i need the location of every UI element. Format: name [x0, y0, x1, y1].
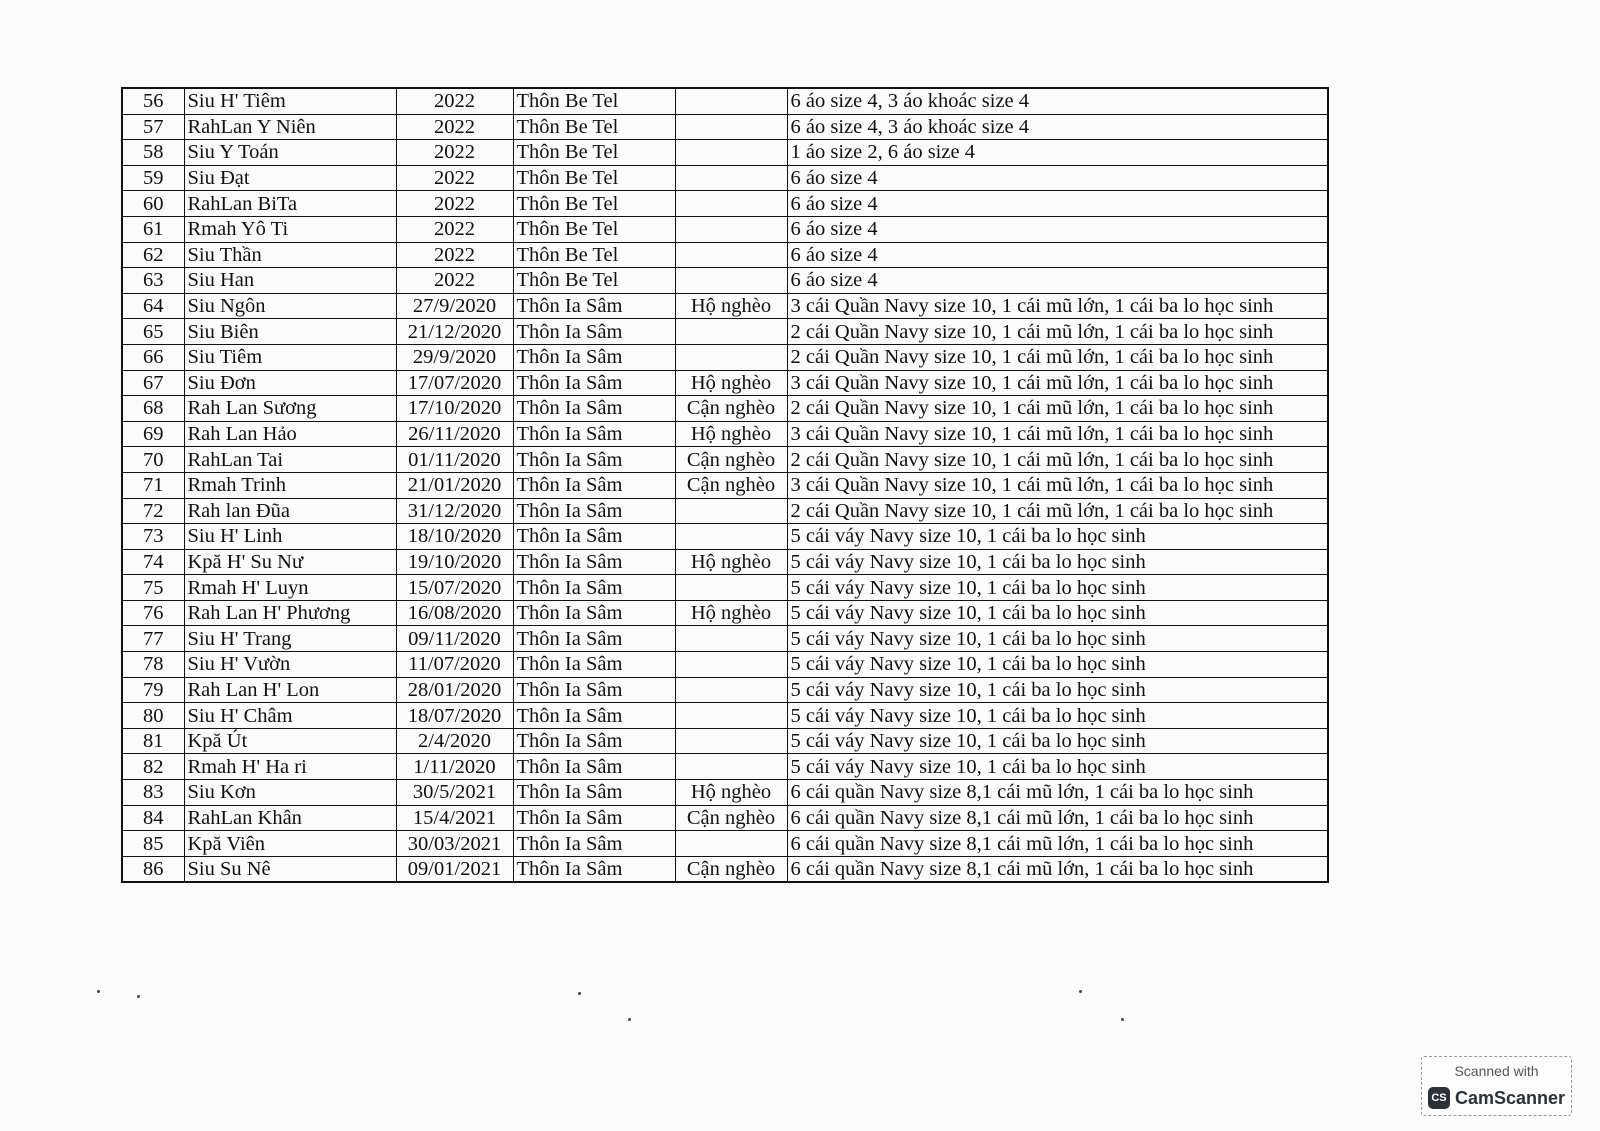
birth-date-cell: 21/12/2020: [396, 319, 513, 345]
recipient-name-cell: Rmah H' Luyn: [184, 575, 396, 601]
village-cell: Thôn Ia Sâm: [513, 856, 675, 882]
household-status-cell: Cận nghèo: [675, 472, 787, 498]
table-row: [122, 114, 1328, 140]
items-received-cell: 5 cái váy Navy size 10, 1 cái ba lo học sinh: [787, 728, 1328, 754]
village-cell: Thôn Be Tel: [513, 140, 675, 166]
village-cell: Thôn Be Tel: [513, 114, 675, 140]
recipient-name-cell: Rah lan Đũa: [184, 498, 396, 524]
village-cell: Thôn Ia Sâm: [513, 344, 675, 370]
table-row: [122, 242, 1328, 268]
items-received-cell: 5 cái váy Navy size 10, 1 cái ba lo học sinh: [787, 703, 1328, 729]
row-number-cell: 59: [122, 165, 184, 191]
scan-speck: [97, 990, 100, 993]
table-row: [122, 703, 1328, 729]
village-cell: Thôn Be Tel: [513, 191, 675, 217]
table-row: [122, 805, 1328, 831]
village-cell: Thôn Ia Sâm: [513, 293, 675, 319]
village-cell: Thôn Ia Sâm: [513, 728, 675, 754]
birth-date-cell: 09/01/2021: [396, 856, 513, 882]
household-status-cell: Cận nghèo: [675, 856, 787, 882]
village-cell: Thôn Ia Sâm: [513, 498, 675, 524]
row-number-cell: 60: [122, 191, 184, 217]
birth-date-cell: 30/5/2021: [396, 780, 513, 806]
birth-date-cell: 2022: [396, 88, 513, 114]
table-row: [122, 652, 1328, 678]
recipient-name-cell: Rah Lan Sương: [184, 396, 396, 422]
table-row: [122, 319, 1328, 345]
birth-date-cell: 2/4/2020: [396, 728, 513, 754]
row-number-cell: 56: [122, 88, 184, 114]
recipient-name-cell: Rah Lan Hảo: [184, 421, 396, 447]
village-cell: Thôn Ia Sâm: [513, 805, 675, 831]
birth-date-cell: 2022: [396, 242, 513, 268]
row-number-cell: 82: [122, 754, 184, 780]
birth-date-cell: 19/10/2020: [396, 549, 513, 575]
row-number-cell: 72: [122, 498, 184, 524]
village-cell: Thôn Ia Sâm: [513, 600, 675, 626]
household-status-cell: Hộ nghèo: [675, 370, 787, 396]
table-row: [122, 856, 1328, 882]
village-cell: Thôn Ia Sâm: [513, 396, 675, 422]
recipient-name-cell: Kpă Viên: [184, 831, 396, 857]
recipient-name-cell: Rmah Yô Ti: [184, 216, 396, 242]
items-received-cell: 5 cái váy Navy size 10, 1 cái ba lo học sinh: [787, 677, 1328, 703]
household-status-cell: [675, 754, 787, 780]
birth-date-cell: 15/4/2021: [396, 805, 513, 831]
birth-date-cell: 2022: [396, 140, 513, 166]
recipient-name-cell: RahLan Y Niên: [184, 114, 396, 140]
recipient-name-cell: Siu H' Linh: [184, 524, 396, 550]
row-number-cell: 64: [122, 293, 184, 319]
recipient-name-cell: Siu Biên: [184, 319, 396, 345]
table-row: [122, 754, 1328, 780]
recipient-table: [121, 87, 1329, 883]
items-received-cell: 6 cái quần Navy size 8,1 cái mũ lớn, 1 cái ba lo học sinh: [787, 805, 1328, 831]
village-cell: Thôn Ia Sâm: [513, 831, 675, 857]
birth-date-cell: 01/11/2020: [396, 447, 513, 473]
row-number-cell: 75: [122, 575, 184, 601]
household-status-cell: [675, 242, 787, 268]
row-number-cell: 81: [122, 728, 184, 754]
watermark-caption: Scanned with: [1454, 1063, 1539, 1079]
household-status-cell: [675, 319, 787, 345]
household-status-cell: [675, 165, 787, 191]
row-number-cell: 65: [122, 319, 184, 345]
birth-date-cell: 2022: [396, 191, 513, 217]
household-status-cell: Hộ nghèo: [675, 421, 787, 447]
household-status-cell: Hộ nghèo: [675, 600, 787, 626]
household-status-cell: [675, 344, 787, 370]
recipient-name-cell: Siu H' Vườn: [184, 652, 396, 678]
table-row: [122, 498, 1328, 524]
row-number-cell: 85: [122, 831, 184, 857]
village-cell: Thôn Ia Sâm: [513, 652, 675, 678]
household-status-cell: Hộ nghèo: [675, 549, 787, 575]
items-received-cell: 6 cái quần Navy size 8,1 cái mũ lớn, 1 cái ba lo học sinh: [787, 780, 1328, 806]
row-number-cell: 63: [122, 268, 184, 294]
table-row: [122, 191, 1328, 217]
scan-speck: [578, 992, 581, 995]
village-cell: Thôn Ia Sâm: [513, 370, 675, 396]
table-row: [122, 780, 1328, 806]
village-cell: Thôn Ia Sâm: [513, 447, 675, 473]
recipient-name-cell: Siu Han: [184, 268, 396, 294]
table-row: [122, 396, 1328, 422]
row-number-cell: 73: [122, 524, 184, 550]
row-number-cell: 79: [122, 677, 184, 703]
row-number-cell: 84: [122, 805, 184, 831]
birth-date-cell: 31/12/2020: [396, 498, 513, 524]
items-received-cell: 2 cái Quần Navy size 10, 1 cái mũ lớn, 1 cái ba lo học sinh: [787, 447, 1328, 473]
table-row: [122, 344, 1328, 370]
row-number-cell: 78: [122, 652, 184, 678]
birth-date-cell: 29/9/2020: [396, 344, 513, 370]
household-status-cell: Hộ nghèo: [675, 780, 787, 806]
village-cell: Thôn Ia Sâm: [513, 472, 675, 498]
items-received-cell: 5 cái váy Navy size 10, 1 cái ba lo học sinh: [787, 600, 1328, 626]
recipient-table-body: [122, 88, 1328, 882]
row-number-cell: 58: [122, 140, 184, 166]
table-row: [122, 524, 1328, 550]
birth-date-cell: 28/01/2020: [396, 677, 513, 703]
village-cell: Thôn Ia Sâm: [513, 754, 675, 780]
table-row: [122, 421, 1328, 447]
birth-date-cell: 09/11/2020: [396, 626, 513, 652]
items-received-cell: 6 áo size 4: [787, 242, 1328, 268]
household-status-cell: [675, 626, 787, 652]
items-received-cell: 6 áo size 4: [787, 268, 1328, 294]
items-received-cell: 5 cái váy Navy size 10, 1 cái ba lo học sinh: [787, 626, 1328, 652]
village-cell: Thôn Ia Sâm: [513, 421, 675, 447]
row-number-cell: 74: [122, 549, 184, 575]
household-status-cell: Cận nghèo: [675, 396, 787, 422]
household-status-cell: Cận nghèo: [675, 805, 787, 831]
recipient-name-cell: Siu H' Châm: [184, 703, 396, 729]
items-received-cell: 5 cái váy Navy size 10, 1 cái ba lo học sinh: [787, 549, 1328, 575]
household-status-cell: [675, 191, 787, 217]
recipient-name-cell: Siu Su Nê: [184, 856, 396, 882]
row-number-cell: 77: [122, 626, 184, 652]
household-status-cell: Hộ nghèo: [675, 293, 787, 319]
birth-date-cell: 17/10/2020: [396, 396, 513, 422]
birth-date-cell: 17/07/2020: [396, 370, 513, 396]
village-cell: Thôn Ia Sâm: [513, 626, 675, 652]
birth-date-cell: 15/07/2020: [396, 575, 513, 601]
recipient-name-cell: RahLan Khân: [184, 805, 396, 831]
village-cell: Thôn Be Tel: [513, 88, 675, 114]
table-row: [122, 600, 1328, 626]
table-row: [122, 293, 1328, 319]
village-cell: Thôn Ia Sâm: [513, 575, 675, 601]
recipient-name-cell: Siu Thần: [184, 242, 396, 268]
village-cell: Thôn Be Tel: [513, 165, 675, 191]
household-status-cell: [675, 498, 787, 524]
household-status-cell: [675, 88, 787, 114]
table-row: [122, 677, 1328, 703]
items-received-cell: 2 cái Quần Navy size 10, 1 cái mũ lớn, 1 cái ba lo học sinh: [787, 498, 1328, 524]
items-received-cell: 3 cái Quần Navy size 10, 1 cái mũ lớn, 1 cái ba lo học sinh: [787, 421, 1328, 447]
table-row: [122, 268, 1328, 294]
items-received-cell: 3 cái Quần Navy size 10, 1 cái mũ lớn, 1 cái ba lo học sinh: [787, 370, 1328, 396]
birth-date-cell: 2022: [396, 165, 513, 191]
birth-date-cell: 1/11/2020: [396, 754, 513, 780]
items-received-cell: 6 áo size 4: [787, 191, 1328, 217]
watermark-brand: CamScanner: [1455, 1088, 1566, 1108]
household-status-cell: [675, 677, 787, 703]
village-cell: Thôn Ia Sâm: [513, 549, 675, 575]
birth-date-cell: 30/03/2021: [396, 831, 513, 857]
household-status-cell: [675, 268, 787, 294]
recipient-name-cell: Siu Kơn: [184, 780, 396, 806]
recipient-name-cell: Siu Tiêm: [184, 344, 396, 370]
table-row: [122, 728, 1328, 754]
birth-date-cell: 16/08/2020: [396, 600, 513, 626]
recipient-name-cell: Siu Đạt: [184, 165, 396, 191]
table-row: [122, 447, 1328, 473]
recipient-name-cell: Rmah H' Ha ri: [184, 754, 396, 780]
row-number-cell: 57: [122, 114, 184, 140]
village-cell: Thôn Ia Sâm: [513, 319, 675, 345]
row-number-cell: 80: [122, 703, 184, 729]
household-status-cell: [675, 524, 787, 550]
items-received-cell: 6 cái quần Navy size 8,1 cái mũ lớn, 1 cái ba lo học sinh: [787, 831, 1328, 857]
village-cell: Thôn Be Tel: [513, 242, 675, 268]
items-received-cell: 6 cái quần Navy size 8,1 cái mũ lớn, 1 cái ba lo học sinh: [787, 856, 1328, 882]
table-row: [122, 575, 1328, 601]
recipient-name-cell: Siu Y Toán: [184, 140, 396, 166]
table-row: [122, 472, 1328, 498]
row-number-cell: 69: [122, 421, 184, 447]
household-status-cell: [675, 216, 787, 242]
table-row: [122, 549, 1328, 575]
table-row: [122, 165, 1328, 191]
recipient-name-cell: Siu H' Tiêm: [184, 88, 396, 114]
table-row: [122, 370, 1328, 396]
items-received-cell: 5 cái váy Navy size 10, 1 cái ba lo học sinh: [787, 575, 1328, 601]
items-received-cell: 5 cái váy Navy size 10, 1 cái ba lo học sinh: [787, 754, 1328, 780]
birth-date-cell: 2022: [396, 114, 513, 140]
scan-speck: [137, 995, 140, 998]
items-received-cell: 3 cái Quần Navy size 10, 1 cái mũ lớn, 1 cái ba lo học sinh: [787, 472, 1328, 498]
birth-date-cell: 11/07/2020: [396, 652, 513, 678]
birth-date-cell: 18/07/2020: [396, 703, 513, 729]
recipient-name-cell: Rah Lan H' Phương: [184, 600, 396, 626]
row-number-cell: 83: [122, 780, 184, 806]
table-row: [122, 216, 1328, 242]
table-row: [122, 831, 1328, 857]
items-received-cell: 6 áo size 4, 3 áo khoác size 4: [787, 114, 1328, 140]
birth-date-cell: 2022: [396, 216, 513, 242]
items-received-cell: 6 áo size 4: [787, 165, 1328, 191]
birth-date-cell: 2022: [396, 268, 513, 294]
household-status-cell: [675, 140, 787, 166]
row-number-cell: 67: [122, 370, 184, 396]
items-received-cell: 6 áo size 4: [787, 216, 1328, 242]
recipient-name-cell: Kpă Út: [184, 728, 396, 754]
recipient-name-cell: Rmah Trinh: [184, 472, 396, 498]
recipient-name-cell: Rah Lan H' Lon: [184, 677, 396, 703]
table-row: [122, 88, 1328, 114]
row-number-cell: 86: [122, 856, 184, 882]
household-status-cell: [675, 652, 787, 678]
items-received-cell: 2 cái Quần Navy size 10, 1 cái mũ lớn, 1 cái ba lo học sinh: [787, 319, 1328, 345]
scan-speck: [1121, 1018, 1124, 1021]
village-cell: Thôn Ia Sâm: [513, 677, 675, 703]
birth-date-cell: 21/01/2020: [396, 472, 513, 498]
row-number-cell: 76: [122, 600, 184, 626]
recipient-name-cell: RahLan Tai: [184, 447, 396, 473]
row-number-cell: 71: [122, 472, 184, 498]
table-row: [122, 626, 1328, 652]
birth-date-cell: 26/11/2020: [396, 421, 513, 447]
scan-speck: [1079, 990, 1082, 993]
row-number-cell: 62: [122, 242, 184, 268]
recipient-name-cell: RahLan BiTa: [184, 191, 396, 217]
row-number-cell: 61: [122, 216, 184, 242]
household-status-cell: [675, 575, 787, 601]
items-received-cell: 2 cái Quần Navy size 10, 1 cái mũ lớn, 1 cái ba lo học sinh: [787, 396, 1328, 422]
items-received-cell: 5 cái váy Navy size 10, 1 cái ba lo học sinh: [787, 652, 1328, 678]
recipient-name-cell: Siu H' Trang: [184, 626, 396, 652]
items-received-cell: 6 áo size 4, 3 áo khoác size 4: [787, 88, 1328, 114]
village-cell: Thôn Ia Sâm: [513, 524, 675, 550]
village-cell: Thôn Be Tel: [513, 216, 675, 242]
birth-date-cell: 18/10/2020: [396, 524, 513, 550]
household-status-cell: [675, 831, 787, 857]
table-row: [122, 140, 1328, 166]
village-cell: Thôn Ia Sâm: [513, 703, 675, 729]
camscanner-watermark: [1421, 1056, 1572, 1116]
birth-date-cell: 27/9/2020: [396, 293, 513, 319]
household-status-cell: Cận nghèo: [675, 447, 787, 473]
village-cell: Thôn Ia Sâm: [513, 780, 675, 806]
village-cell: Thôn Be Tel: [513, 268, 675, 294]
row-number-cell: 66: [122, 344, 184, 370]
recipient-name-cell: Siu Ngôn: [184, 293, 396, 319]
items-received-cell: 2 cái Quần Navy size 10, 1 cái mũ lớn, 1 cái ba lo học sinh: [787, 344, 1328, 370]
recipient-name-cell: Kpă H' Su Nư: [184, 549, 396, 575]
recipient-name-cell: Siu Đơn: [184, 370, 396, 396]
items-received-cell: 5 cái váy Navy size 10, 1 cái ba lo học sinh: [787, 524, 1328, 550]
household-status-cell: [675, 703, 787, 729]
household-status-cell: [675, 114, 787, 140]
row-number-cell: 68: [122, 396, 184, 422]
items-received-cell: 3 cái Quần Navy size 10, 1 cái mũ lớn, 1 cái ba lo học sinh: [787, 293, 1328, 319]
row-number-cell: 70: [122, 447, 184, 473]
household-status-cell: [675, 728, 787, 754]
items-received-cell: 1 áo size 2, 6 áo size 4: [787, 140, 1328, 166]
camscanner-logo-icon: CS: [1428, 1087, 1450, 1109]
scan-speck: [628, 1018, 631, 1021]
